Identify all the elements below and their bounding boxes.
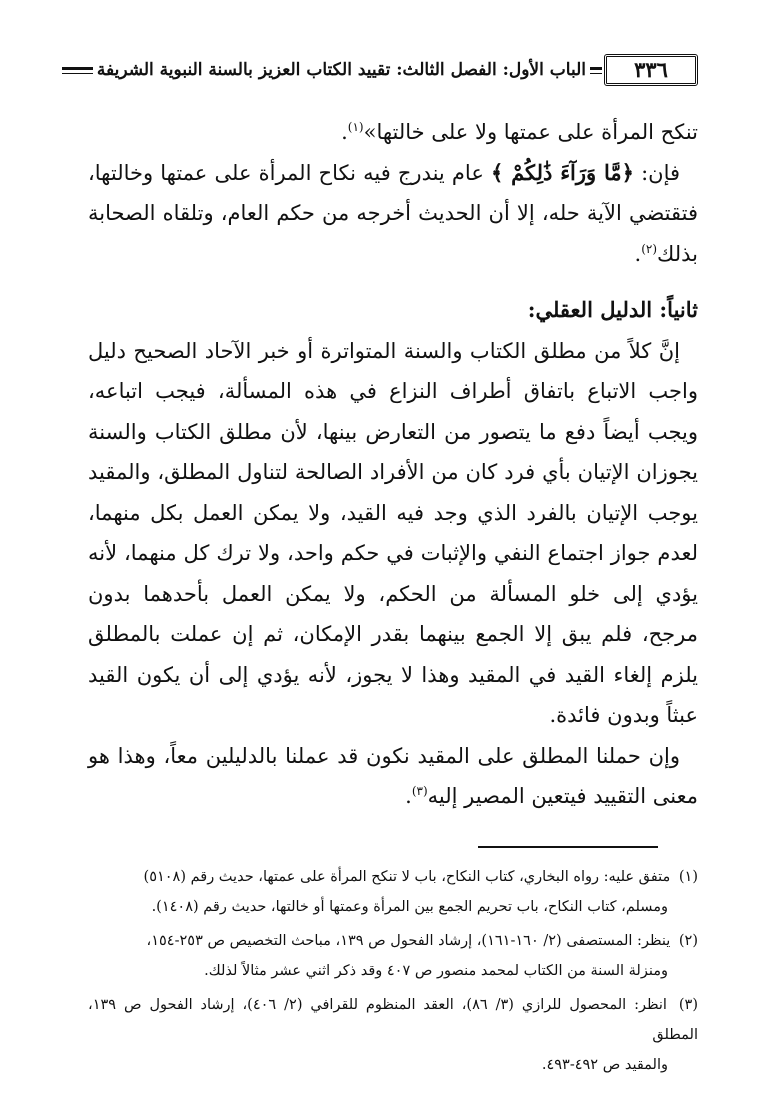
footnote-1: [88, 862, 698, 922]
footnote-2: [88, 926, 698, 986]
footnote-ref-2[interactable]: (٢): [641, 241, 658, 256]
paragraph-hadith-end: تنكح المرأة على عمتها ولا على خالتها»$^{(١)}$.: [341, 120, 698, 144]
main-text: [88, 112, 698, 817]
quran-verse: ﴿مَّا وَرَآءَ ذَٰلِكُمْ ﴾: [491, 159, 634, 185]
footnote-text-cont: والمقيد ص ٤٩٢-٤٩٣.: [541, 1057, 668, 1073]
footnote-text: متفق عليه: رواه البخاري، كتاب النكاح، باب لا تنكح المرأة على عمتها، حديث رقم (٥١٠٨): [143, 869, 671, 885]
footnote-ref-3[interactable]: (٣): [411, 784, 428, 798]
page-number: ٣٣٦: [604, 54, 698, 86]
footnote-separator: [478, 846, 658, 848]
footnote-ref-1[interactable]: (١): [347, 120, 364, 134]
footnote-number: (١): [678, 869, 698, 885]
footnote-3: [88, 990, 698, 1080]
footnote-text-cont: ومنزلة السنة من الكتاب لمحمد منصور ص ٤٠٧ وقد ذكر اثني عشر مثالاً لذلك.: [204, 963, 668, 979]
footnote-text: ينظر: المستصفى (٢/ ١٦٠-١٦١)، إرشاد الفحول ص ١٣٩، مباحث التخصيص ص ٢٥٣-١٥٤،: [146, 933, 671, 949]
section-heading: ثانياً: الدليل العقلي:: [527, 297, 698, 322]
footnote-number: (٣): [678, 997, 699, 1013]
footnote-text: انظر: المحصول للرازي (٣/ ٨٦)، العقد المنظوم للقرافي (٢/ ٤٠٦)، إرشاد الفحول ص ١٣٩، المطلق: [88, 997, 698, 1043]
running-title: الباب الأول: الفصل الثالث: تقييد الكتاب العزيز بالسنة النبوية الشريفة: [62, 58, 598, 82]
footnote-text-cont: ومسلم، كتاب النكاح، باب تحريم الجمع بين المرأة وعمتها أو خالتها، حديث رقم (١٤٠٨).: [151, 899, 668, 915]
paragraph-rational-proof: إنَّ كلاً من مطلق الكتاب والسنة المتواترة أو خبر الآحاد الصحيح دليل واجب الاتباع باتفاق أطراف النزاع في هذه المسألة، فيجب اتباعه، ويجب أيضاً دفع ما يتصور من التعارض بينها، لأن مطلق الكتاب والسنة يجوزان الإتيان بأي فرد كان من الأفراد الصالحة لتناول المطلق، والمقيد يوجب الإتيان بالفرد الذي وجد فيه القيد، ولا يمكن العمل بكل منهما، لعدم جواز اجتماع النفي والإثبات في حكم واحد، ولا ترك كل منهما، لأنه يؤدي إلى خلو المسألة من الحكم، ولا يمكن العمل بأحدهما بدون مرجح، فلم يبق إلا الجمع بينهما بقدر الإمكان، ثم إن عملت بالمطلق يلزم إلغاء القيد في المقيد وهذا لا يجوز، لأنه يؤدي إلى أن يكون القيد عبثاً وبدون فائدة.: [88, 338, 698, 727]
paragraph-verse: فإن: ﴿مَّا وَرَآءَ ذَٰلِكُمْ ﴾ عام يندرج فيه نكاح المرأة على عمتها وخالتها، فتقتضي الآية حله، إلا أن الحديث أخرجه من حكم العام، وتلقاه الصحابة بذلك$^{(٢)}$.: [88, 159, 698, 266]
footnote-number: (٢): [678, 933, 698, 949]
paragraph-conclusion: وإن حملنا المطلق على المقيد نكون قد عملنا بالدليلين معاً، وهذا هو معنى التقييد فيتعين المصير إليه$^{(٣)}$.: [88, 743, 698, 808]
running-header: [62, 58, 698, 88]
footnotes: [88, 862, 698, 1084]
